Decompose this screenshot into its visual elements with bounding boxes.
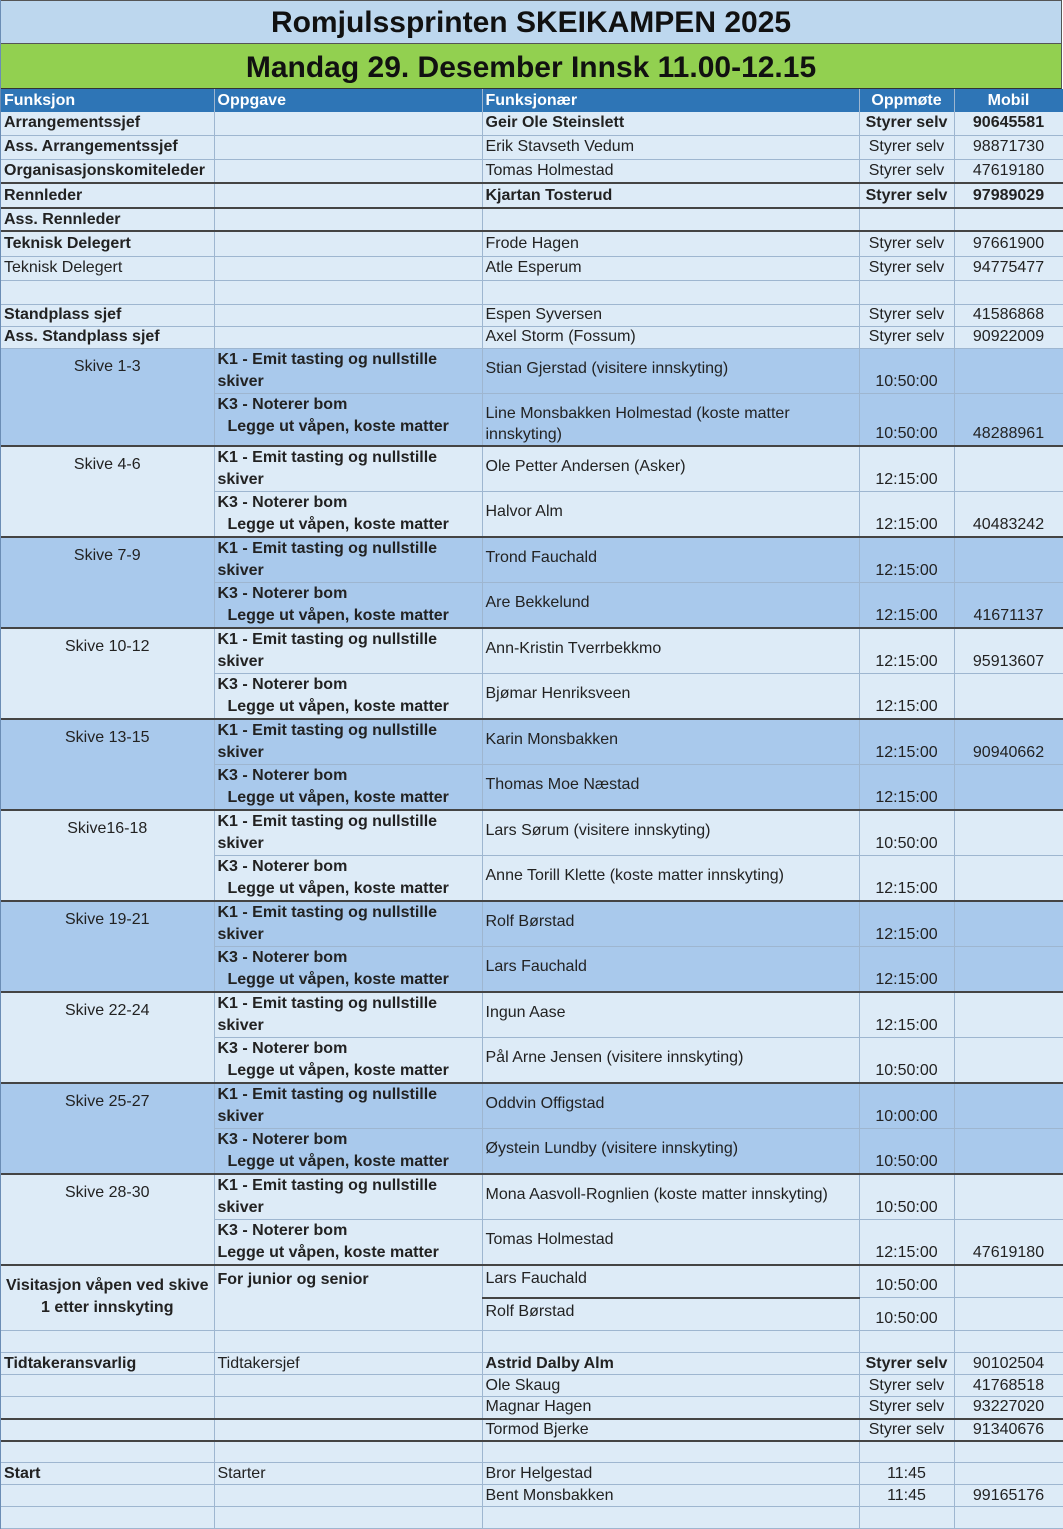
table-row — [1, 208, 1063, 231]
cell-oppmote: Styrer selv — [859, 231, 954, 256]
cell-funksjon — [1, 1397, 214, 1419]
cell-oppmote: 10:50:00 — [859, 1265, 954, 1298]
cell-funksjonaer: Astrid Dalby Alm — [482, 1353, 859, 1375]
cell-skive: Skive 10-12 — [1, 628, 214, 719]
table-row — [1, 256, 1063, 280]
table-row — [1, 280, 1063, 304]
cell-oppmote: 12:15:00 — [859, 673, 954, 719]
cell-mobil — [954, 1174, 1063, 1220]
cell-task-k3 — [214, 1128, 482, 1174]
cell-funksjonaer: Oddvin Offigstad — [482, 1083, 859, 1129]
cell-mobil — [954, 1463, 1063, 1485]
table-row — [1, 1485, 1063, 1507]
cell-oppmote: 12:15:00 — [859, 901, 954, 947]
cell-mobil: 47619180 — [954, 159, 1063, 183]
task-k3-line1: K3 - Noterer bom — [217, 1221, 348, 1239]
cell-oppmote: 12:15:00 — [859, 1219, 954, 1265]
cell-mobil — [954, 1331, 1063, 1353]
cell-mobil: 93227020 — [954, 1397, 1063, 1419]
schedule-table — [1, 89, 1063, 1529]
cell-task-k3 — [214, 393, 482, 446]
cell-task-k1: K1 - Emit tasting og nullstille skiver — [214, 992, 482, 1038]
page-subtitle: Mandag 29. Desember Innsk 11.00-12.15 — [1, 44, 1062, 89]
cell-funksjon: Visitasjon våpen ved skive 1 etter innskyting — [1, 1265, 214, 1331]
cell-mobil: 41671137 — [954, 582, 1063, 628]
cell-oppmote: 12:15:00 — [859, 855, 954, 901]
cell-oppmote: 12:15:00 — [859, 582, 954, 628]
table-row — [1, 1419, 1063, 1441]
cell-mobil — [954, 946, 1063, 992]
cell-mobil — [954, 537, 1063, 583]
cell-oppgave — [214, 1397, 482, 1419]
cell-funksjon: Standplass sjef — [1, 304, 214, 326]
cell-funksjonaer: Tomas Holmestad — [482, 159, 859, 183]
table-row — [1, 1463, 1063, 1485]
cell-funksjonaer: Karin Monsbakken — [482, 719, 859, 765]
task-k3-line1: K3 - Noterer bom — [217, 1039, 348, 1057]
table-row — [1, 304, 1063, 326]
cell-funksjonaer: Bror Helgestad — [482, 1463, 859, 1485]
cell-mobil: 40483242 — [954, 491, 1063, 537]
cell-oppmote: 10:50:00 — [859, 1037, 954, 1083]
cell-oppgave — [214, 231, 482, 256]
cell-task-k3 — [214, 582, 482, 628]
table-row — [1, 1174, 1063, 1220]
cell-funksjonaer: Are Bekkelund — [482, 582, 859, 628]
cell-skive: Skive 19-21 — [1, 901, 214, 992]
task-k3-line1: K3 - Noterer bom — [217, 584, 348, 602]
cell-oppmote: Styrer selv — [859, 1419, 954, 1441]
cell-task-k3 — [214, 764, 482, 810]
cell-mobil — [954, 1083, 1063, 1129]
cell-oppgave — [214, 280, 482, 304]
cell-oppmote: Styrer selv — [859, 326, 954, 348]
table-row — [1, 112, 1063, 135]
cell-mobil — [954, 1441, 1063, 1463]
cell-funksjon — [1, 1331, 214, 1353]
cell-task-k1: K1 - Emit tasting og nullstille skiver — [214, 537, 482, 583]
cell-funksjon: Organisasjonskomiteleder — [1, 159, 214, 183]
task-k3-line2: Legge ut våpen, koste matter — [227, 970, 449, 988]
cell-mobil — [954, 810, 1063, 856]
cell-oppmote: 10:50:00 — [859, 810, 954, 856]
cell-funksjonaer: Øystein Lundby (visitere innskyting) — [482, 1128, 859, 1174]
table-row — [1, 1353, 1063, 1375]
cell-mobil: 90940662 — [954, 719, 1063, 765]
cell-funksjon: Ass. Standplass sjef — [1, 326, 214, 348]
cell-task-k3 — [214, 673, 482, 719]
task-k3-line2: Legge ut våpen, koste matter — [227, 515, 449, 533]
cell-funksjon — [1, 280, 214, 304]
cell-task-k1: K1 - Emit tasting og nullstille skiver — [214, 628, 482, 674]
cell-oppgave — [214, 304, 482, 326]
cell-oppmote: Styrer selv — [859, 183, 954, 208]
cell-funksjonaer: Ann-Kristin Tverrbekkmo — [482, 628, 859, 674]
cell-task-k1: K1 - Emit tasting og nullstille skiver — [214, 810, 482, 856]
cell-oppmote — [859, 1331, 954, 1353]
cell-funksjonaer: Tomas Holmestad — [482, 1219, 859, 1265]
cell-skive: Skive 28-30 — [1, 1174, 214, 1265]
cell-oppmote: 10:50:00 — [859, 1174, 954, 1220]
cell-mobil — [954, 901, 1063, 947]
task-k3-line2: Legge ut våpen, koste matter — [227, 879, 449, 897]
task-k3-line2: Legge ut våpen, koste matter — [217, 1243, 439, 1261]
table-row — [1, 231, 1063, 256]
cell-funksjonaer: Line Monsbakken Holmestad (koste matter innskyting) — [482, 393, 859, 446]
cell-funksjonaer: Espen Syversen — [482, 304, 859, 326]
cell-oppgave — [214, 1375, 482, 1397]
header-oppmote: Oppmøte — [859, 89, 954, 112]
task-k3-line1: K3 - Noterer bom — [217, 857, 348, 875]
cell-skive: Skive 25-27 — [1, 1083, 214, 1174]
cell-oppmote: 12:15:00 — [859, 764, 954, 810]
cell-funksjonaer: Atle Esperum — [482, 256, 859, 280]
cell-mobil: 97989029 — [954, 183, 1063, 208]
cell-funksjonaer: Geir Ole Steinslett — [482, 112, 859, 135]
cell-oppmote: 10:50:00 — [859, 1298, 954, 1331]
cell-skive: Skive16-18 — [1, 810, 214, 901]
cell-funksjonaer: Pål Arne Jensen (visitere innskyting) — [482, 1037, 859, 1083]
header-oppgave: Oppgave — [214, 89, 482, 112]
task-k3-line2: Legge ut våpen, koste matter — [227, 1061, 449, 1079]
cell-funksjonaer: Kjartan Tosterud — [482, 183, 859, 208]
cell-skive: Skive 1-3 — [1, 348, 214, 446]
cell-mobil: 41768518 — [954, 1375, 1063, 1397]
cell-funksjonaer: Mona Aasvoll-Rognlien (koste matter innskyting) — [482, 1174, 859, 1220]
cell-mobil: 94775477 — [954, 256, 1063, 280]
cell-oppmote — [859, 1507, 954, 1529]
cell-oppgave — [214, 1507, 482, 1529]
table-row — [1, 992, 1063, 1038]
cell-mobil: 41586868 — [954, 304, 1063, 326]
task-k3-line1: K3 - Noterer bom — [217, 948, 348, 966]
table-row — [1, 628, 1063, 674]
table-row — [1, 1441, 1063, 1463]
cell-funksjonaer: Anne Torill Klette (koste matter innskyting) — [482, 855, 859, 901]
cell-funksjonaer: Lars Fauchald — [482, 946, 859, 992]
cell-funksjon — [1, 1485, 214, 1507]
cell-mobil: 99165176 — [954, 1485, 1063, 1507]
cell-oppmote: 10:00:00 — [859, 1083, 954, 1129]
cell-oppgave: Starter — [214, 1463, 482, 1485]
header-row — [1, 89, 1063, 112]
cell-funksjonaer: Ingun Aase — [482, 992, 859, 1038]
task-k3-line2: Legge ut våpen, koste matter — [227, 1152, 449, 1170]
cell-oppmote: Styrer selv — [859, 256, 954, 280]
cell-oppgave — [214, 135, 482, 159]
cell-skive: Skive 4-6 — [1, 446, 214, 537]
cell-oppmote: 12:15:00 — [859, 446, 954, 492]
cell-funksjonaer: Bjømar Henriksveen — [482, 673, 859, 719]
cell-funksjonaer: Frode Hagen — [482, 231, 859, 256]
cell-mobil — [954, 208, 1063, 231]
task-k3-line1: K3 - Noterer bom — [217, 675, 348, 693]
cell-funksjon: Rennleder — [1, 183, 214, 208]
cell-funksjon: Arrangementssjef — [1, 112, 214, 135]
cell-oppgave: For junior og senior — [214, 1265, 482, 1331]
cell-mobil: 90102504 — [954, 1353, 1063, 1375]
cell-funksjon: Teknisk Delegert — [1, 231, 214, 256]
cell-funksjonaer: Rolf Børstad — [482, 901, 859, 947]
header-funksjon: Funksjon — [1, 89, 214, 112]
cell-funksjonaer — [482, 280, 859, 304]
cell-oppmote: 10:50:00 — [859, 348, 954, 393]
task-k3-line2: Legge ut våpen, koste matter — [227, 606, 449, 624]
cell-funksjonaer: Halvor Alm — [482, 491, 859, 537]
cell-funksjonaer: Bent Monsbakken — [482, 1485, 859, 1507]
cell-oppmote: 12:15:00 — [859, 628, 954, 674]
cell-funksjon — [1, 1507, 214, 1529]
cell-mobil: 95913607 — [954, 628, 1063, 674]
cell-funksjon: Tidtakeransvarlig — [1, 1353, 214, 1375]
cell-mobil — [954, 1037, 1063, 1083]
task-k3-line1: K3 - Noterer bom — [217, 1130, 348, 1148]
table-row — [1, 1507, 1063, 1529]
cell-oppgave — [214, 256, 482, 280]
cell-mobil — [954, 1298, 1063, 1331]
cell-mobil — [954, 446, 1063, 492]
cell-oppgave — [214, 1485, 482, 1507]
table-row — [1, 810, 1063, 856]
cell-funksjonaer — [482, 1441, 859, 1463]
task-k3-line1: K3 - Noterer bom — [217, 493, 348, 511]
task-k3-line2: Legge ut våpen, koste matter — [227, 417, 449, 435]
table-row — [1, 159, 1063, 183]
task-k3-line1: K3 - Noterer bom — [217, 395, 348, 413]
cell-oppmote: 12:15:00 — [859, 946, 954, 992]
table-row — [1, 901, 1063, 947]
cell-mobil — [954, 280, 1063, 304]
cell-task-k3 — [214, 1037, 482, 1083]
cell-skive: Skive 22-24 — [1, 992, 214, 1083]
header-funksjonaer: Funksjonær — [482, 89, 859, 112]
cell-mobil: 47619180 — [954, 1219, 1063, 1265]
cell-oppmote — [859, 208, 954, 231]
cell-oppgave — [214, 159, 482, 183]
table-row — [1, 537, 1063, 583]
cell-skive: Skive 13-15 — [1, 719, 214, 810]
cell-oppmote: 10:50:00 — [859, 1128, 954, 1174]
cell-oppmote: 12:15:00 — [859, 992, 954, 1038]
cell-oppgave — [214, 1331, 482, 1353]
table-row — [1, 1331, 1063, 1353]
cell-oppmote: Styrer selv — [859, 135, 954, 159]
task-k3-line2: Legge ut våpen, koste matter — [227, 697, 449, 715]
cell-task-k1: K1 - Emit tasting og nullstille skiver — [214, 1083, 482, 1129]
cell-task-k1: K1 - Emit tasting og nullstille skiver — [214, 719, 482, 765]
cell-funksjonaer: Lars Fauchald — [482, 1265, 859, 1298]
cell-funksjonaer: Trond Fauchald — [482, 537, 859, 583]
task-k3-line1: K3 - Noterer bom — [217, 766, 348, 784]
cell-funksjonaer: Thomas Moe Næstad — [482, 764, 859, 810]
cell-task-k3 — [214, 1219, 482, 1265]
task-k3-line2: Legge ut våpen, koste matter — [227, 788, 449, 806]
cell-mobil: 91340676 — [954, 1419, 1063, 1441]
cell-mobil: 48288961 — [954, 393, 1063, 446]
cell-oppmote: 11:45 — [859, 1485, 954, 1507]
cell-funksjon — [1, 1419, 214, 1441]
cell-funksjonaer: Ole Petter Andersen (Asker) — [482, 446, 859, 492]
cell-mobil: 97661900 — [954, 231, 1063, 256]
cell-oppgave: Tidtakersjef — [214, 1353, 482, 1375]
cell-oppgave — [214, 183, 482, 208]
table-row — [1, 1375, 1063, 1397]
cell-funksjon — [1, 1375, 214, 1397]
table-row — [1, 326, 1063, 348]
cell-oppgave — [214, 326, 482, 348]
cell-mobil — [954, 1265, 1063, 1298]
cell-funksjonaer: Magnar Hagen — [482, 1397, 859, 1419]
cell-task-k1: K1 - Emit tasting og nullstille skiver — [214, 1174, 482, 1220]
cell-skive: Skive 7-9 — [1, 537, 214, 628]
cell-oppgave — [214, 1441, 482, 1463]
cell-oppmote — [859, 1441, 954, 1463]
cell-funksjonaer: Axel Storm (Fossum) — [482, 326, 859, 348]
cell-funksjonaer — [482, 1331, 859, 1353]
cell-oppmote: 12:15:00 — [859, 719, 954, 765]
cell-funksjonaer: Ole Skaug — [482, 1375, 859, 1397]
cell-oppgave — [214, 112, 482, 135]
cell-oppmote: 10:50:00 — [859, 393, 954, 446]
cell-funksjonaer: Erik Stavseth Vedum — [482, 135, 859, 159]
table-row — [1, 1265, 1063, 1298]
cell-funksjonaer — [482, 208, 859, 231]
cell-oppmote: Styrer selv — [859, 1397, 954, 1419]
page-title: Romjulssprinten SKEIKAMPEN 2025 — [1, 0, 1062, 44]
table-row — [1, 135, 1063, 159]
cell-mobil — [954, 348, 1063, 393]
cell-mobil — [954, 992, 1063, 1038]
cell-oppmote: Styrer selv — [859, 112, 954, 135]
cell-task-k3 — [214, 491, 482, 537]
table-row — [1, 446, 1063, 492]
cell-mobil: 90922009 — [954, 326, 1063, 348]
cell-funksjonaer: Stian Gjerstad (visitere innskyting) — [482, 348, 859, 393]
cell-mobil: 90645581 — [954, 112, 1063, 135]
table-row — [1, 348, 1063, 393]
cell-mobil — [954, 764, 1063, 810]
cell-mobil — [954, 673, 1063, 719]
cell-mobil — [954, 1507, 1063, 1529]
cell-oppgave — [214, 208, 482, 231]
cell-funksjon: Start — [1, 1463, 214, 1485]
cell-task-k3 — [214, 855, 482, 901]
cell-funksjon: Teknisk Delegert — [1, 256, 214, 280]
cell-funksjonaer: Tormod Bjerke — [482, 1419, 859, 1441]
cell-oppmote — [859, 280, 954, 304]
cell-funksjon: Ass. Rennleder — [1, 208, 214, 231]
cell-funksjonaer: Lars Sørum (visitere innskyting) — [482, 810, 859, 856]
cell-task-k1: K1 - Emit tasting og nullstille skiver — [214, 901, 482, 947]
cell-oppmote: 11:45 — [859, 1463, 954, 1485]
cell-oppmote: Styrer selv — [859, 304, 954, 326]
cell-oppmote: Styrer selv — [859, 159, 954, 183]
cell-task-k3 — [214, 946, 482, 992]
table-row — [1, 183, 1063, 208]
table-row — [1, 1397, 1063, 1419]
header-mobil: Mobil — [954, 89, 1063, 112]
table-row — [1, 1083, 1063, 1129]
cell-funksjon — [1, 1441, 214, 1463]
table-row — [1, 719, 1063, 765]
cell-mobil — [954, 1128, 1063, 1174]
cell-oppmote: 12:15:00 — [859, 491, 954, 537]
cell-oppgave — [214, 1419, 482, 1441]
cell-funksjon: Ass. Arrangementssjef — [1, 135, 214, 159]
cell-oppmote: 12:15:00 — [859, 537, 954, 583]
cell-oppmote: Styrer selv — [859, 1375, 954, 1397]
cell-task-k1: K1 - Emit tasting og nullstille skiver — [214, 348, 482, 393]
cell-mobil — [954, 855, 1063, 901]
cell-oppmote: Styrer selv — [859, 1353, 954, 1375]
cell-mobil: 98871730 — [954, 135, 1063, 159]
cell-task-k1: K1 - Emit tasting og nullstille skiver — [214, 446, 482, 492]
cell-funksjonaer: Rolf Børstad — [482, 1298, 859, 1331]
cell-funksjonaer — [482, 1507, 859, 1529]
